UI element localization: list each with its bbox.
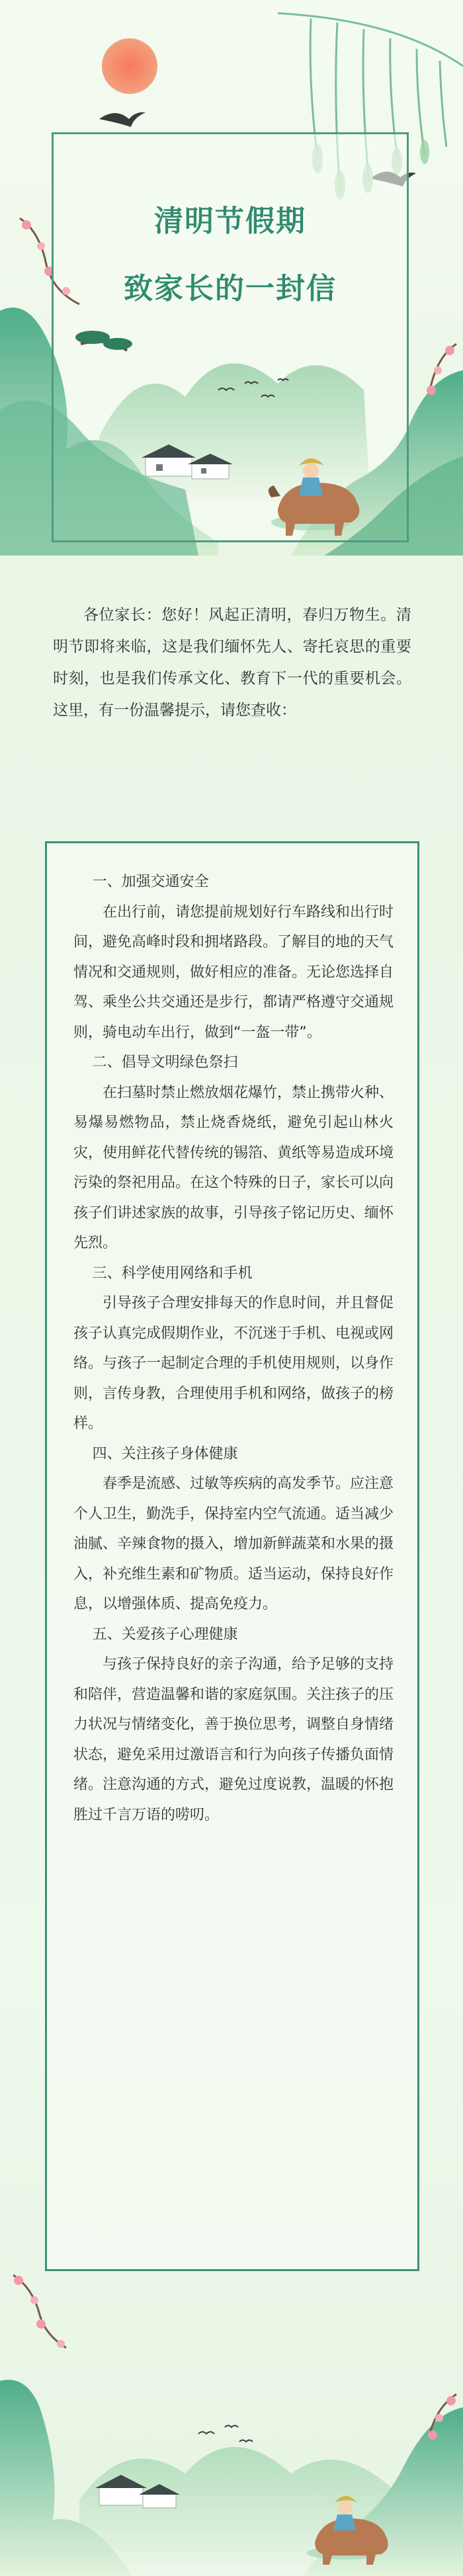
section-body: 春季是流感、过敏等疾病的高发季节。应注意个人卫生，勤洗手，保持室内空气流通。适当减少油腻、辛辣食物的摄入，增加新鲜蔬菜和水果的摄入，补充维生素和矿物质。适当运动，保持良好作息，以增强体质、提高免疫力。 bbox=[73, 1475, 394, 1612]
flying-birds-icon bbox=[198, 2426, 253, 2442]
tips-box bbox=[45, 841, 419, 2271]
tips-content bbox=[73, 867, 394, 1830]
section-body: 引导孩子合理安排每天的作息时间，并且督促孩子认真完成假期作业，不沉迷于手机、电视或网络。与孩子一起制定合理的手机使用规则，以身作则，言传身教，合理使用手机和网络，做孩子的榜样。 bbox=[73, 1295, 394, 1432]
section-body: 在出行前，请您提前规划好行车路线和出行时间，避免高峰时段和拥堵路段。了解目的地的天气情况和交通规则，做好相应的准备。无论您选择自驾、乘坐公共交通还是步行，都请严格遵守交通规则，骑电动车出行，做到“一盔一带”。 bbox=[73, 903, 394, 1041]
page-title-line2: 致家长的一封信 bbox=[124, 272, 337, 306]
section-title: 二、倡导文明绿色祭扫 bbox=[92, 1054, 238, 1071]
footer-illustration bbox=[0, 2262, 463, 2576]
section-title: 五、关爱孩子心理健康 bbox=[92, 1626, 238, 1643]
sun-icon bbox=[102, 38, 157, 94]
title-frame bbox=[52, 132, 409, 542]
page-title-line1: 清明节假期 bbox=[154, 204, 306, 238]
intro-paragraph: 各位家长：您好！风起正清明，春归万物生。清明节即将来临，这是我们缅怀先人、寄托哀思的重要时刻，也是我们传承文化、教育下一代的重要机会。这里，有一份温馨提示，请您查收： bbox=[53, 606, 411, 719]
section-body: 与孩子保持良好的亲子沟通，给予足够的支持和陪伴，营造温馨和谐的家庭氛围。关注孩子的压力状况与情绪变化，善于换位思考，调整自身情绪状态，避免采用过激语言和行为向孩子传播负面情绪。注意沟通的方式，避免过度说教，温暖的怀抱胜过千言万语的唠叨。 bbox=[73, 1656, 394, 1823]
section-body: 在扫墓时禁止燃放烟花爆竹，禁止携带火种、易爆易燃物品，禁止烧香烧纸，避免引起山林火灾，使用鲜花代替传统的锡箔、黄纸等易造成环境污染的祭祀用品。在这个特殊的日子，家长可以向孩子们讲述家族的故事，引导孩子铭记历史、缅怀先烈。 bbox=[73, 1084, 394, 1251]
section-title: 四、关注孩子身体健康 bbox=[92, 1445, 238, 1462]
section-title: 三、科学使用网络和手机 bbox=[92, 1265, 253, 1282]
plum-blossom-icon bbox=[13, 2275, 66, 2348]
section-title: 一、加强交通安全 bbox=[92, 874, 209, 890]
swallow-icon bbox=[99, 112, 146, 127]
